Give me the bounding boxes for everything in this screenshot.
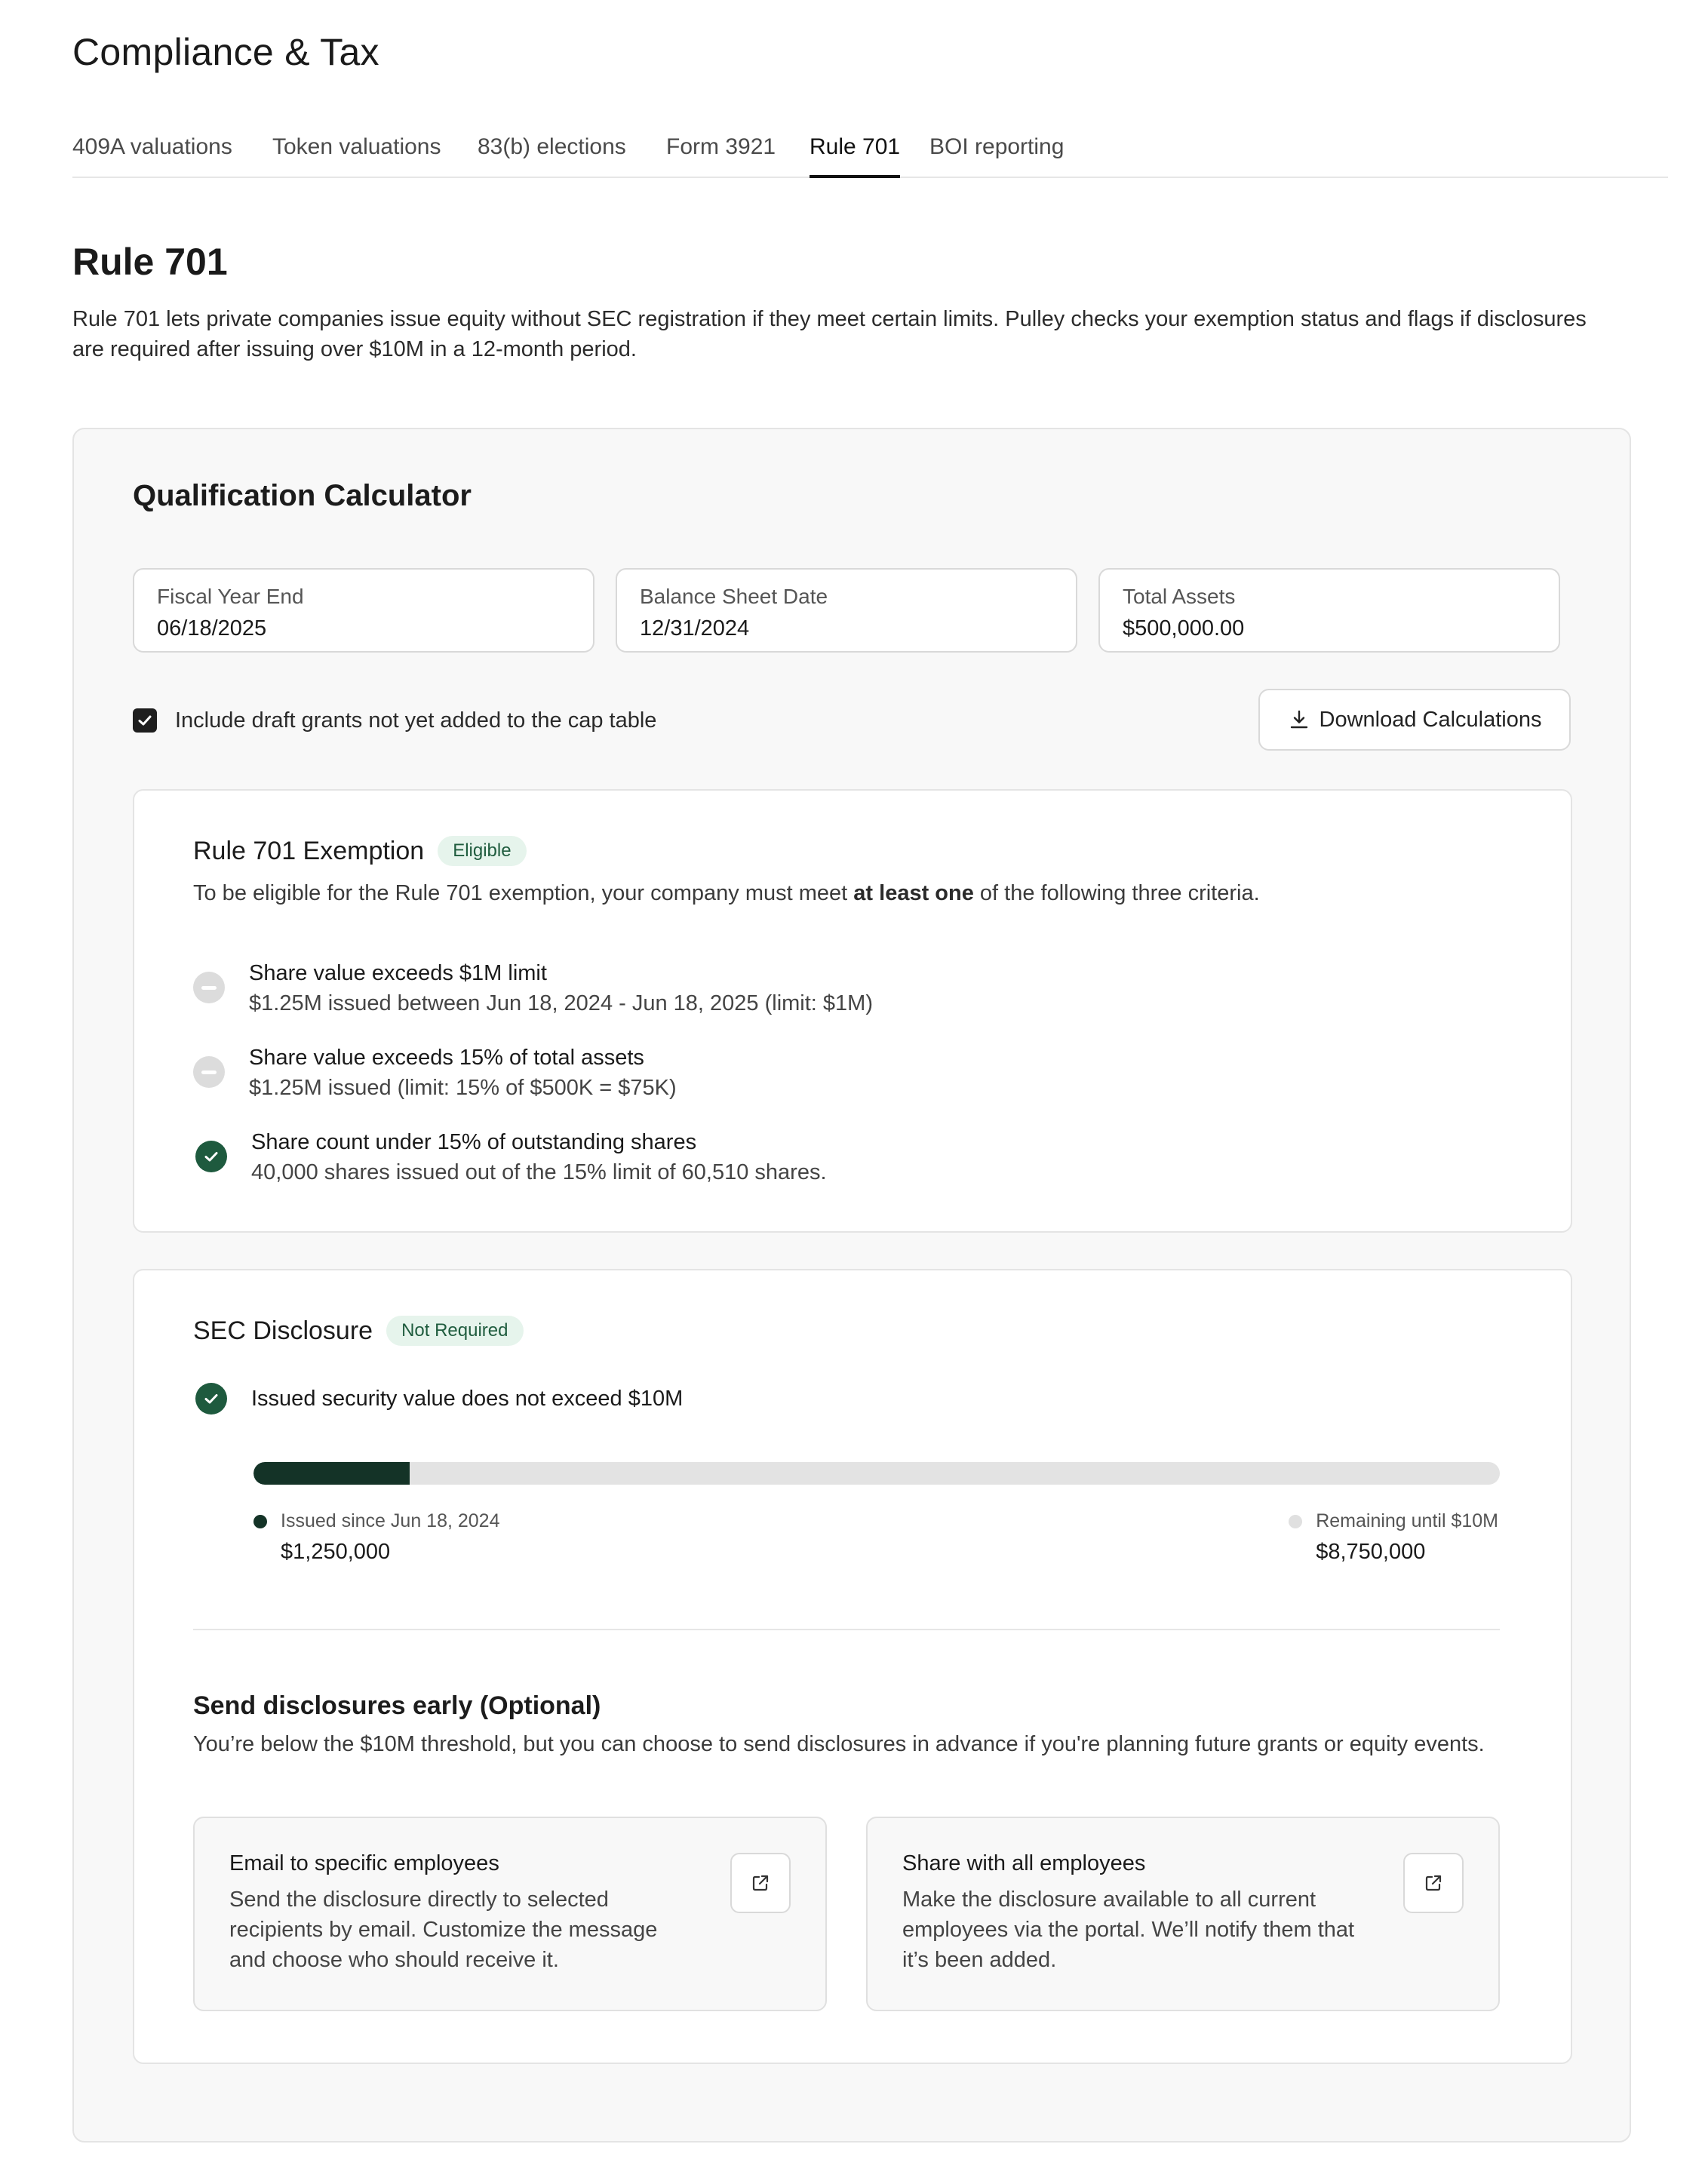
threshold-check-label: Issued security value does not exceed $10M xyxy=(251,1387,684,1411)
disclosure-threshold-check xyxy=(193,1383,683,1415)
issued-progress-bar xyxy=(253,1462,1500,1485)
criterion-title: Share value exceeds 15% of total assets xyxy=(249,1046,644,1070)
remaining-value: $8,750,000 xyxy=(1316,1540,1426,1564)
tab-bar xyxy=(72,128,1668,178)
include-drafts-label: Include draft grants not yet added to the cap table xyxy=(175,708,657,733)
include-drafts-row xyxy=(133,705,656,736)
eligible-badge: Eligible xyxy=(438,836,526,866)
criterion-text xyxy=(249,1043,677,1103)
share-all-open-button[interactable] xyxy=(1403,1853,1464,1913)
section-title: Rule 701 xyxy=(72,241,228,283)
tab-form-3921[interactable]: Form 3921 xyxy=(666,134,776,159)
download-calculations-label: Download Calculations xyxy=(1319,707,1542,732)
checkmark-icon xyxy=(202,1147,220,1166)
balance-sheet-date-field[interactable] xyxy=(616,568,1077,653)
tab-rule-701[interactable]: Rule 701 xyxy=(810,134,900,178)
criterion-share-value-1m xyxy=(193,958,873,1018)
desc-text: To be eligible for the Rule 701 exemption, your company must meet xyxy=(193,881,854,905)
external-link-icon xyxy=(1423,1872,1444,1894)
email-employees-open-button[interactable] xyxy=(730,1853,791,1913)
app-title: Compliance & Tax xyxy=(72,31,379,73)
issued-legend xyxy=(253,1510,499,1565)
option-title: Email to specific employees xyxy=(229,1851,499,1875)
criterion-detail: $1.25M issued between Jun 18, 2024 - Jun 18, 2025 (limit: $1M) xyxy=(249,991,873,1015)
desc-text: of the following three criteria. xyxy=(973,881,1260,905)
field-value: 12/31/2024 xyxy=(640,616,750,640)
minus-circle-icon xyxy=(193,972,225,1003)
issued-dot xyxy=(253,1515,267,1528)
field-label: Balance Sheet Date xyxy=(640,585,828,608)
tab-token-valuations[interactable]: Token valuations xyxy=(272,134,441,159)
option-description: Send the disclosure directly to selected recipients by email. Customize the message and choose who should receive it. xyxy=(229,1888,658,1972)
option-title: Share with all employees xyxy=(902,1851,1146,1875)
field-label: Total Assets xyxy=(1123,585,1236,608)
field-value: 06/18/2025 xyxy=(157,616,267,640)
sec-disclosure-card xyxy=(133,1269,1572,2064)
exemption-title: Rule 701 Exemption xyxy=(193,836,425,865)
disclosure-title: SEC Disclosure xyxy=(193,1316,373,1345)
criterion-title: Share count under 15% of outstanding shares xyxy=(251,1130,697,1154)
field-value: $500,000.00 xyxy=(1123,616,1245,640)
send-early-title: Send disclosures early (Optional) xyxy=(193,1691,601,1720)
disclosure-header xyxy=(193,1316,524,1346)
option-description: Make the disclosure available to all current employees via the portal. We’ll notify them that it’s been added. xyxy=(902,1888,1355,1972)
tab-83b-elections[interactable]: 83(b) elections xyxy=(478,134,626,159)
remaining-dot xyxy=(1289,1515,1302,1528)
issued-value: $1,250,000 xyxy=(281,1540,391,1564)
check-circle-icon xyxy=(195,1141,227,1172)
include-drafts-checkbox[interactable] xyxy=(133,708,157,733)
remaining-legend-row xyxy=(1289,1510,1498,1532)
exemption-header xyxy=(193,836,527,866)
divider xyxy=(193,1629,1500,1630)
desc-emphasis: at least one xyxy=(853,881,974,905)
external-link-icon xyxy=(750,1872,771,1894)
remaining-label: Remaining until $10M xyxy=(1316,1510,1498,1531)
criterion-text xyxy=(251,1384,683,1414)
issued-label: Issued since Jun 18, 2024 xyxy=(281,1510,500,1531)
issued-progress-fill xyxy=(253,1462,410,1485)
share-all-employees-option[interactable] xyxy=(866,1817,1500,2011)
intro-text: Rule 701 lets private companies issue equity without SEC registration if they meet certain limits. Pulley checks your exemption status and flags if disclosures are required after issuing over $10M in a 12-month period. xyxy=(72,307,1587,361)
criterion-detail: 40,000 shares issued out of the 15% limit of 60,510 shares. xyxy=(251,1160,827,1184)
criterion-title: Share value exceeds $1M limit xyxy=(249,961,547,985)
send-early-description: You’re below the $10M threshold, but you can choose to send disclosures in advance if you're planning future grants or equity events. xyxy=(193,1732,1485,1756)
checkmark-icon xyxy=(202,1390,220,1408)
remaining-legend xyxy=(1289,1510,1498,1565)
fiscal-year-end-field[interactable] xyxy=(133,568,594,653)
download-calculations-button[interactable] xyxy=(1258,689,1571,751)
download-icon xyxy=(1288,708,1310,731)
not-required-badge: Not Required xyxy=(386,1316,523,1346)
issued-legend-row xyxy=(253,1510,499,1532)
criterion-detail: $1.25M issued (limit: 15% of $500K = $75K) xyxy=(249,1076,677,1100)
email-specific-employees-option[interactable] xyxy=(193,1817,827,2011)
tab-boi-reporting[interactable]: BOI reporting xyxy=(929,134,1065,159)
total-assets-field[interactable] xyxy=(1098,568,1560,653)
field-label: Fiscal Year End xyxy=(157,585,304,608)
qualification-calculator-card xyxy=(72,428,1631,2143)
tab-409a-valuations[interactable]: 409A valuations xyxy=(72,134,232,159)
exemption-description xyxy=(193,881,1260,906)
checkmark-icon xyxy=(137,712,153,729)
criterion-share-count xyxy=(193,1127,827,1187)
minus-circle-icon xyxy=(193,1056,225,1088)
exemption-card xyxy=(133,789,1572,1233)
check-circle-icon xyxy=(195,1383,227,1415)
calculator-title: Qualification Calculator xyxy=(133,479,472,512)
criterion-share-value-15pct xyxy=(193,1043,677,1103)
criterion-text xyxy=(251,1127,827,1187)
criterion-text xyxy=(249,958,873,1018)
